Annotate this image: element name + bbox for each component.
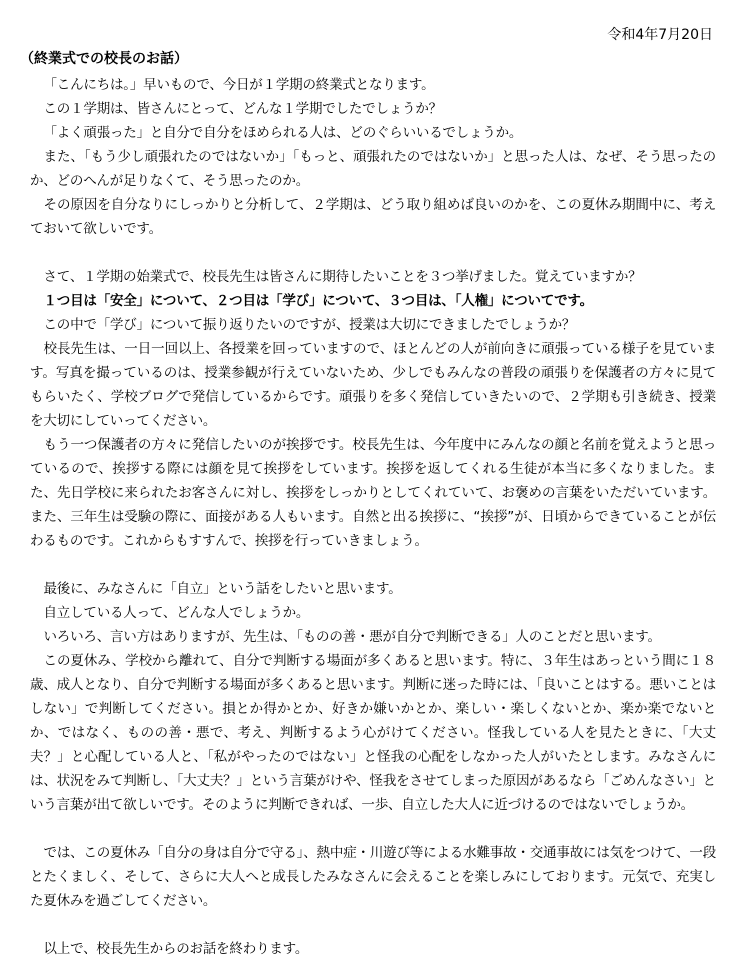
paragraph-spacer xyxy=(30,913,716,937)
document-title: （終業式での校長のお話） xyxy=(20,51,188,67)
paragraph-greetings: もう一つ保護者の方々に発信したいのが挨拶です。校長先生は、今年度中にみんなの顔と名前を覚えようと思っているので、挨拶する際には顔を見て挨拶をしています。挨拶を返してくれる生徒が本当に多くなりました。また、先日学校に来られたお客さんに対し、挨拶をしっかりとしてくれていて、お褒めの言葉をいただいています。また、三年生は受験の際に、面接がある人もいます。自然と出る挨拶に、“挨拶”が、日頃からできていることが伝わるものです。これからもすすんで、挨拶を行っていきましょう。 xyxy=(30,437,716,549)
paragraph-class-visits: 校長先生は、一日一回以上、各授業を回っていますので、ほとんどの人が前向きに頑張っている様子を見ています。写真を撮っているのは、授業参観が行えていないため、少しでもみんなの普段の頑張りを保護者の方々に見てもらいたく、学校ブログで発信しているからです。頑張りを多く発信していきたいので、２学期も引き続き、授業を大切にしていってください。 xyxy=(30,341,716,429)
paragraph-independence-definition: いろいろ、言い方はありますが、先生は、「ものの善・悪が自分で判断できる」人のことだと思います。 xyxy=(43,629,661,645)
speech-body xyxy=(30,73,716,961)
paragraph-summer-judgment: この夏休み、学校から離れて、自分で判断する場面が多くあると思います。特に、３年生はあっという間に１８歳、成人となり、自分で判断する場面が多くあると思います。判断に迷った時には、「良いことはする。悪いことはしない」で判断してください。損とか得かとか、好きか嫌いかとか、楽しい・楽しくないとか、楽か楽でないとか、ではなく、ものの善・悪で、考え、判断するよう心がけてください。怪我している人を見たときに、「大丈夫？」と心配している人と、「私がやったのではない」と怪我の心配をしなかった人がいたとします。みなさんには、状況をみて判断し、「大丈夫？」という言葉がけや、怪我をさせてしまった原因があるなら「ごめんなさい」という言葉が出て欲しいです。そのように判断できれば、一歩、自立した大人に近づけるのではないでしょうか。 xyxy=(30,653,716,813)
paragraph-spacer xyxy=(30,241,716,265)
paragraph-first-term-question: この１学期は、皆さんにとって、どんな１学期でしたでしょうか？ xyxy=(43,101,442,117)
document-date: 令和4年7月20日 xyxy=(607,27,713,43)
paragraph-safety-learning-rights: １つ目は「安全」について、２つ目は「学び」について、３つ目は、「人権」についてです。 xyxy=(43,293,593,309)
paragraph-summer-safety: では、この夏休み「自分の身は自分で守る」、熱中症・川遊び等による水難事故・交通事故には気をつけて、一段とたくましく、そして、さらに大人へと成長したみなさんに会えることを楽しみにしております。元気で、充実した夏休みを過ごしてください。 xyxy=(30,845,716,909)
paragraph-three-expectations: さて、１学期の始業式で、校長先生は皆さんに期待したいことを３つ挙げました。覚えていますか？ xyxy=(43,269,642,285)
paragraph-greeting: 「こんにちは。」早いもので、今日が１学期の終業式となります。 xyxy=(43,77,435,93)
paragraph-spacer xyxy=(30,817,716,841)
paragraph-learning-question: この中で「学び」について振り返りたいのですが、授業は大切にできましたでしょうか？ xyxy=(43,317,576,333)
paragraph-independence-question: 自立している人って、どんな人でしょうか。 xyxy=(43,605,310,621)
paragraph-analysis: その原因を自分なりにしっかりと分析して、２学期は、どう取り組めば良いのかを、この夏休み期間中に、考えておいて欲しいです。 xyxy=(30,197,716,237)
paragraph-independence-intro: 最後に、みなさんに「自立」という話をしたいと思います。 xyxy=(43,581,402,597)
paragraph-praise-question: 「よく頑張った」と自分で自分をほめられる人は、どのぐらいいるでしょうか。 xyxy=(43,125,523,141)
paragraph-spacer xyxy=(30,553,716,577)
paragraph-reflection: また、「もう少し頑張れたのではないか」「もっと、頑張れたのではないか」と思った人は、なぜ、そう思ったのか、どのへんが足りなくて、そう思ったのか。 xyxy=(30,149,716,189)
paragraph-closing: 以上で、校長先生からのお話を終わります。 xyxy=(43,941,309,957)
